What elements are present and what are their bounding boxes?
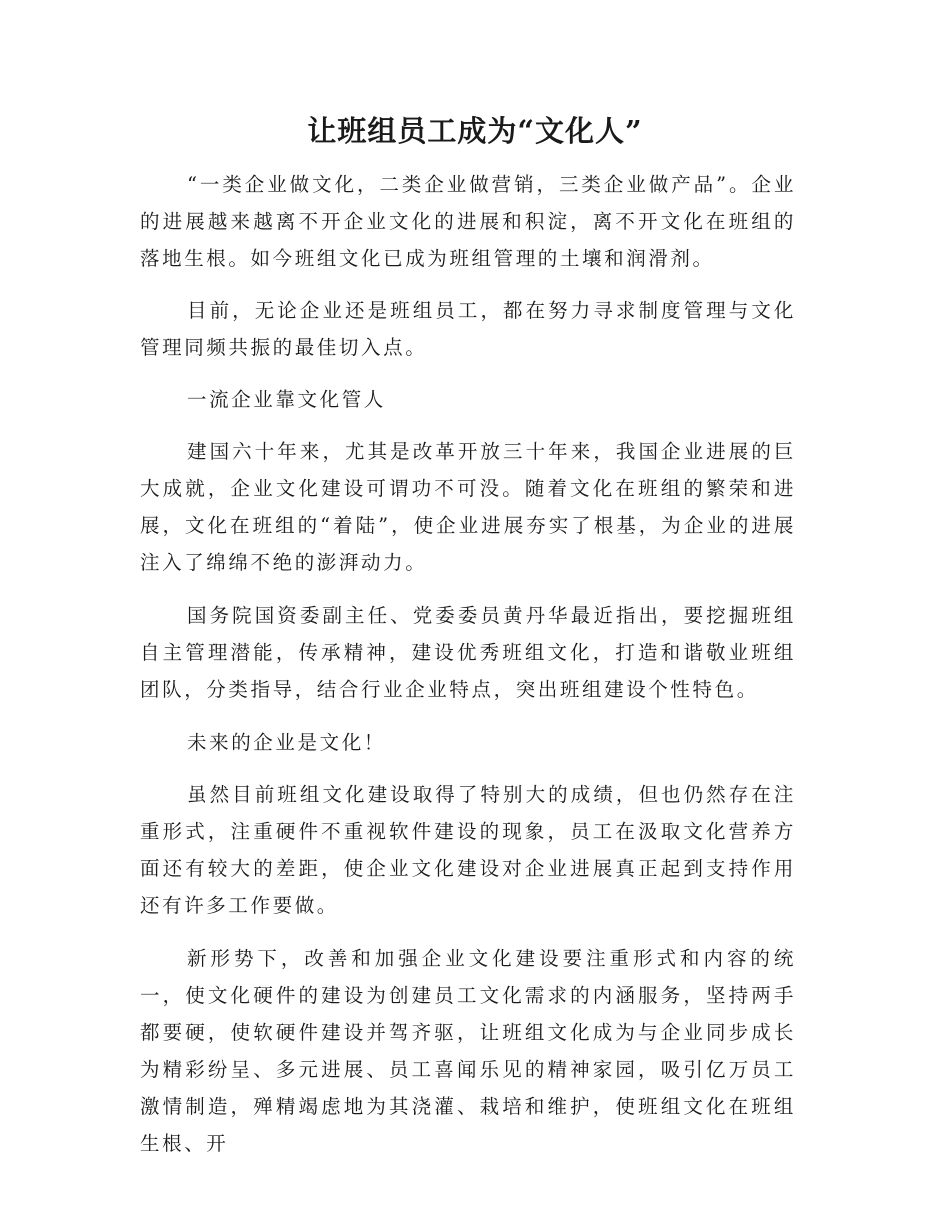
section-heading-2: 未来的企业是文化！	[187, 731, 386, 754]
paragraph-5: 虽然目前班组文化建设取得了特别大的成绩，但也仍然存在注重形式，注重硬件不重视软件建设的现象，员工在汲取文化营养方面还有较大的差距，使企业文化建设对企业进展真正起到支持作用还有许多工作要做。	[140, 783, 796, 917]
paragraph-4: 国务院国资委副主任、党委委员黄丹华最近指出，要挖掘班组自主管理潜能，传承精神，建设优秀班组文化，打造和谐敬业班组团队，分类指导，结合行业企业特点，突出班组建设个性特色。	[140, 604, 796, 701]
document-title: 让班组员工成为“文化人”	[307, 114, 643, 148]
paragraph-2: 目前，无论企业还是班组员工，都在努力寻求制度管理与文化管理同频共振的最佳切入点。	[140, 299, 796, 359]
paragraph-6: 新形势下，改善和加强企业文化建设要注重形式和内容的统一，使文化硬件的建设为创建员工文化需求的内涵服务，坚持两手都要硬，使软硬件建设并驾齐驱，让班组文化成为与企业同步成长为精彩纷呈、多元进展、员工喜闻乐见的精神家园，吸引亿万员工激情制造，殚精竭虑地为其浇灌、栽培和维护，使班组文化在班组生根、开	[140, 947, 796, 1155]
paragraph-3: 建国六十年来，尤其是改革开放三十年来，我国企业进展的巨大成就，企业文化建设可谓功不可没。随着文化在班组的繁荣和进展，文化在班组的“着陆”，使企业进展夯实了根基，为企业的进展注入了绵绵不绝的澎湃动力。	[140, 440, 796, 574]
paragraph-1: “一类企业做文化，二类企业做营销，三类企业做产品”。企业的进展越来越离不开企业文化的进展和积淀，离不开文化在班组的落地生根。如今班组文化已成为班组管理的土壤和润滑剂。	[140, 173, 796, 270]
section-heading-1: 一流企业靠文化管人	[187, 388, 386, 411]
